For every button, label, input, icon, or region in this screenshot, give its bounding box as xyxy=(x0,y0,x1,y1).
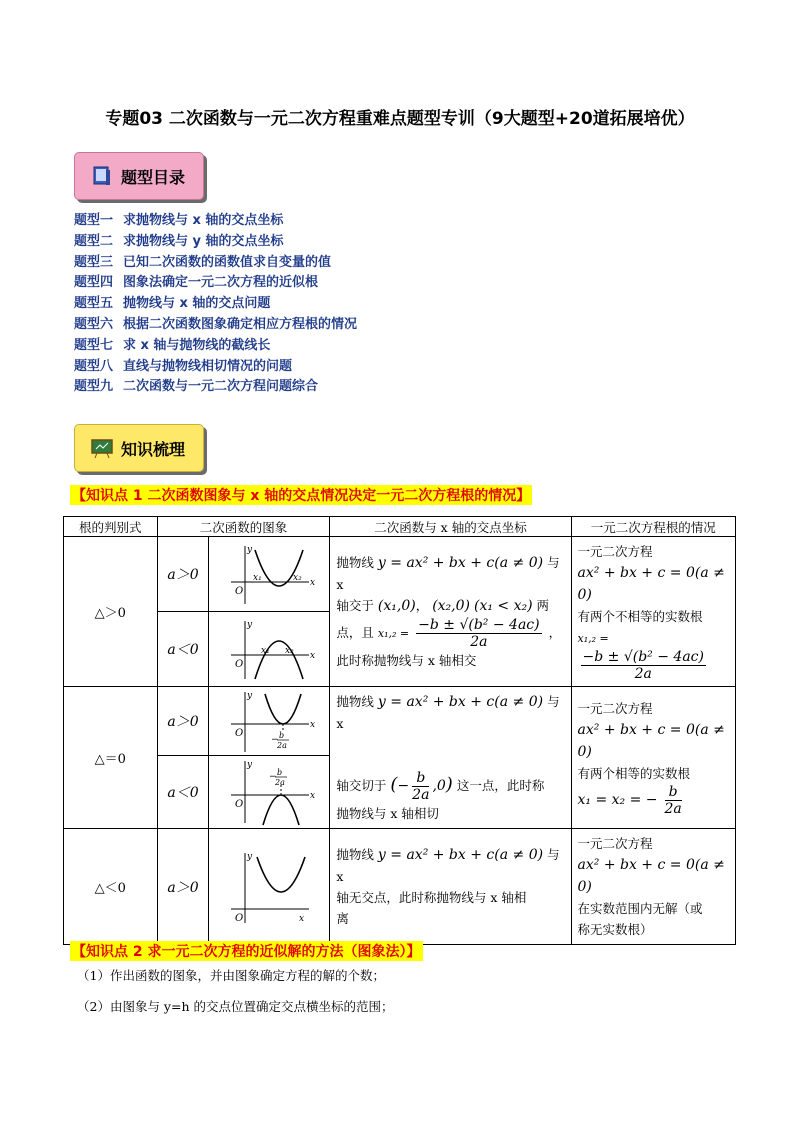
toc-item-key: 题型九 xyxy=(74,379,114,395)
denominator: 2a xyxy=(634,666,652,682)
toc-item-key: 题型八 xyxy=(74,358,114,374)
root-description xyxy=(571,537,735,687)
axis-label: O xyxy=(235,799,244,811)
quadratic-formula xyxy=(581,649,706,682)
toc-item-text: 求抛物线与 x 轴的交点坐标 xyxy=(123,213,284,228)
toc-badge xyxy=(74,152,204,200)
condition: (x₁ < x₂) xyxy=(473,598,533,614)
knowledge-badge xyxy=(74,424,204,472)
parabola-down-tangent xyxy=(209,757,329,827)
axis-label: O xyxy=(235,659,244,670)
axis-label: b xyxy=(279,730,285,740)
toc-item[interactable] xyxy=(74,273,357,294)
axis-label: − xyxy=(271,734,279,745)
denominator: 2a xyxy=(412,787,430,803)
axis-label: O xyxy=(235,912,244,924)
double-root xyxy=(665,784,682,817)
equation: ax² + bx + c = 0(a ≠ 0) xyxy=(577,857,725,895)
graph-cell xyxy=(209,756,330,829)
a-condition: a＞0 xyxy=(157,829,209,945)
table-row xyxy=(64,829,736,945)
formula-lhs: x₁,₂ = xyxy=(377,627,410,640)
text: 一元二次方程 xyxy=(577,836,653,851)
toc-item-text: 二次函数与一元二次方程问题综合 xyxy=(123,379,319,395)
axis-label: x xyxy=(310,791,316,802)
point-tail: ,0 xyxy=(432,778,446,794)
equation: y = ax² + bx + c(a ≠ 0) xyxy=(377,694,544,710)
text: 在实数范围内无解（或 xyxy=(577,901,703,916)
toc-item-key: 题型七 xyxy=(74,337,114,353)
axis-label: O xyxy=(235,727,244,739)
numerator: b xyxy=(665,784,682,801)
text: 与 x xyxy=(336,847,560,884)
table-header: 二次函数与 x 轴的交点坐标 xyxy=(330,517,571,537)
intersection-description: 抛物线 y = ax² + bx + c(a ≠ 0) 与 x 轴交切于 (− $\frac{b}{2a}$ ,0) 这一点，此时称 抛物线与 x 轴相切 xyxy=(330,687,571,829)
text: ， xyxy=(548,625,562,640)
toc-item[interactable] xyxy=(74,253,357,274)
toc-item-text: 求抛物线与 y 轴的交点坐标 xyxy=(123,233,284,249)
parabola-down-two-roots xyxy=(209,617,329,681)
toc-item-text: 直线与抛物线相切情况的问题 xyxy=(123,358,293,374)
axis-label: y xyxy=(247,851,253,862)
parabola-up-two-roots xyxy=(209,542,329,606)
denominator: 2a xyxy=(664,801,682,817)
method-step-2: （2）由图象与 y=h 的交点位置确定交点横坐标的范围； xyxy=(77,999,394,1014)
formula-lhs: x₁,₂ = xyxy=(577,632,609,645)
toc-item-key: 题型二 xyxy=(74,233,114,249)
denominator: 2a xyxy=(470,634,488,650)
intersection-description xyxy=(330,537,571,687)
method-step-1: （1）作出函数的图象，并由图象确定方程的解的个数； xyxy=(77,968,385,983)
axis-label: x₁ xyxy=(253,573,263,583)
toc-item-text: 图象法确定一元二次方程的近似根 xyxy=(123,275,319,291)
graph-cell xyxy=(209,537,330,612)
toc-item-key: 题型一 xyxy=(74,213,114,228)
toc-item-key: 题型四 xyxy=(74,275,114,291)
axis-label: 2a xyxy=(277,740,288,750)
knowledge-point-2-heading: 【知识点 2 求一元二次方程的近似解的方法（图象法）】 xyxy=(70,941,423,961)
toc-list xyxy=(74,211,357,398)
a-condition: a＜0 xyxy=(157,612,209,687)
axis-label: b xyxy=(277,768,283,778)
parabola-up-tangent xyxy=(209,688,329,755)
axis-label: y xyxy=(247,760,253,771)
axis-label: 2a xyxy=(275,778,286,788)
parabola-up-no-roots xyxy=(209,849,329,925)
text: 有两个相等的实数根 xyxy=(577,766,691,781)
graph-cell xyxy=(209,829,330,945)
text: 称无实数根） xyxy=(577,922,653,937)
text: 抛物线 xyxy=(336,847,374,862)
blackboard-icon xyxy=(91,437,113,459)
axis-label: x₂ xyxy=(285,646,295,656)
text: 一元二次方程 xyxy=(577,701,653,716)
text: 与 x xyxy=(336,555,560,592)
table-header-row xyxy=(64,517,736,537)
toc-item-key: 题型六 xyxy=(74,316,114,332)
roots-table xyxy=(63,516,736,945)
axis-label: y xyxy=(247,545,253,555)
toc-badge-label: 题型目录 xyxy=(121,167,186,187)
discriminant-cell: △＝0 xyxy=(64,687,158,829)
formula-lhs: x₁ = x₂ = − xyxy=(577,792,658,808)
a-condition: a＞0 xyxy=(157,537,209,612)
axis-label: x₂ xyxy=(293,573,303,583)
text: 轴交切于 xyxy=(336,778,387,793)
toc-item-key: 题型五 xyxy=(74,296,114,312)
axis-label: y xyxy=(247,620,253,630)
root-description xyxy=(571,829,735,945)
table-row xyxy=(64,537,736,612)
page-title: 专题03 二次函数与一元二次方程重难点题型专训（9大题型+20道拓展培优） xyxy=(105,109,695,129)
table-header: 根的判别式 xyxy=(64,517,158,537)
numerator: b xyxy=(412,770,429,787)
text: 抛物线与 x 轴相切 xyxy=(336,806,439,821)
discriminant-cell: △＞0 xyxy=(64,537,158,687)
point: (x₂,0) xyxy=(432,598,470,614)
text: 两 xyxy=(536,598,550,613)
text: 此时称抛物线与 x 轴相交 xyxy=(336,653,477,668)
equation: ax² + bx + c = 0(a ≠ 0) xyxy=(577,565,725,603)
axis-label: x xyxy=(299,913,305,924)
root-description xyxy=(571,687,735,829)
toc-item[interactable] xyxy=(74,357,357,378)
axis-label: x xyxy=(310,651,316,661)
text: 抛物线 xyxy=(336,694,374,709)
equation: y = ax² + bx + c(a ≠ 0) xyxy=(377,847,544,863)
quadratic-formula xyxy=(416,617,541,650)
toc-item[interactable] xyxy=(74,315,357,336)
book-icon xyxy=(91,165,113,187)
toc-item[interactable] xyxy=(74,294,357,315)
toc-item-key: 题型三 xyxy=(74,254,114,270)
numerator: −b ± √(b² − 4ac) xyxy=(418,617,540,633)
axis-label: O xyxy=(235,586,244,597)
numerator: −b ± √(b² − 4ac) xyxy=(582,649,704,665)
text: 与 x xyxy=(336,694,560,731)
toc-item-text: 根据二次函数图象确定相应方程根的情况 xyxy=(123,316,358,332)
text: 这一点，此时称 xyxy=(456,778,545,793)
axis-label: − xyxy=(269,772,277,783)
text: 轴交于 xyxy=(336,598,374,613)
text: 轴无交点，此时称抛物线与 x 轴相 xyxy=(336,890,527,905)
toc-item[interactable] xyxy=(74,232,357,253)
axis-label: y xyxy=(247,690,253,701)
a-condition: a＜0 xyxy=(157,756,209,829)
equation: ax² + bx + c = 0(a ≠ 0) xyxy=(577,722,725,760)
text: 有两个不相等的实数根 xyxy=(577,609,703,624)
axis-label: x₁ xyxy=(261,646,271,656)
axis-label: x xyxy=(310,719,316,730)
a-condition: a＞0 xyxy=(157,687,209,756)
knowledge-badge-label: 知识梳理 xyxy=(121,439,186,459)
point: (x₁,0) xyxy=(377,598,416,614)
text: 离 xyxy=(336,911,349,926)
graph-cell xyxy=(209,612,330,687)
toc-item[interactable] xyxy=(74,336,357,357)
text: ， xyxy=(415,598,429,613)
text: 一元二次方程 xyxy=(577,544,653,559)
axis-label: x xyxy=(310,578,316,588)
toc-item-text: 已知二次函数的函数值求自变量的值 xyxy=(123,254,332,270)
vertex-x xyxy=(412,770,429,803)
table-header: 一元二次方程根的情况 xyxy=(571,517,735,537)
equation: y = ax² + bx + c(a ≠ 0) xyxy=(377,555,544,571)
table-header: 二次函数的图象 xyxy=(157,517,330,537)
toc-item-text: 求 x 轴与抛物线的截线长 xyxy=(123,337,271,353)
knowledge-point-1-heading: 【知识点 1 二次函数图象与 x 轴的交点情况决定一元二次方程根的情况】 xyxy=(70,485,532,505)
toc-item[interactable] xyxy=(74,377,357,398)
toc-item[interactable] xyxy=(74,211,357,232)
text: 抛物线 xyxy=(336,555,374,570)
table-row xyxy=(64,687,736,756)
text: 点，且 xyxy=(336,625,374,640)
discriminant-cell: △＜0 xyxy=(64,829,158,945)
toc-item-text: 抛物线与 x 轴的交点问题 xyxy=(123,296,271,312)
intersection-description xyxy=(330,829,571,945)
graph-cell xyxy=(209,687,330,756)
